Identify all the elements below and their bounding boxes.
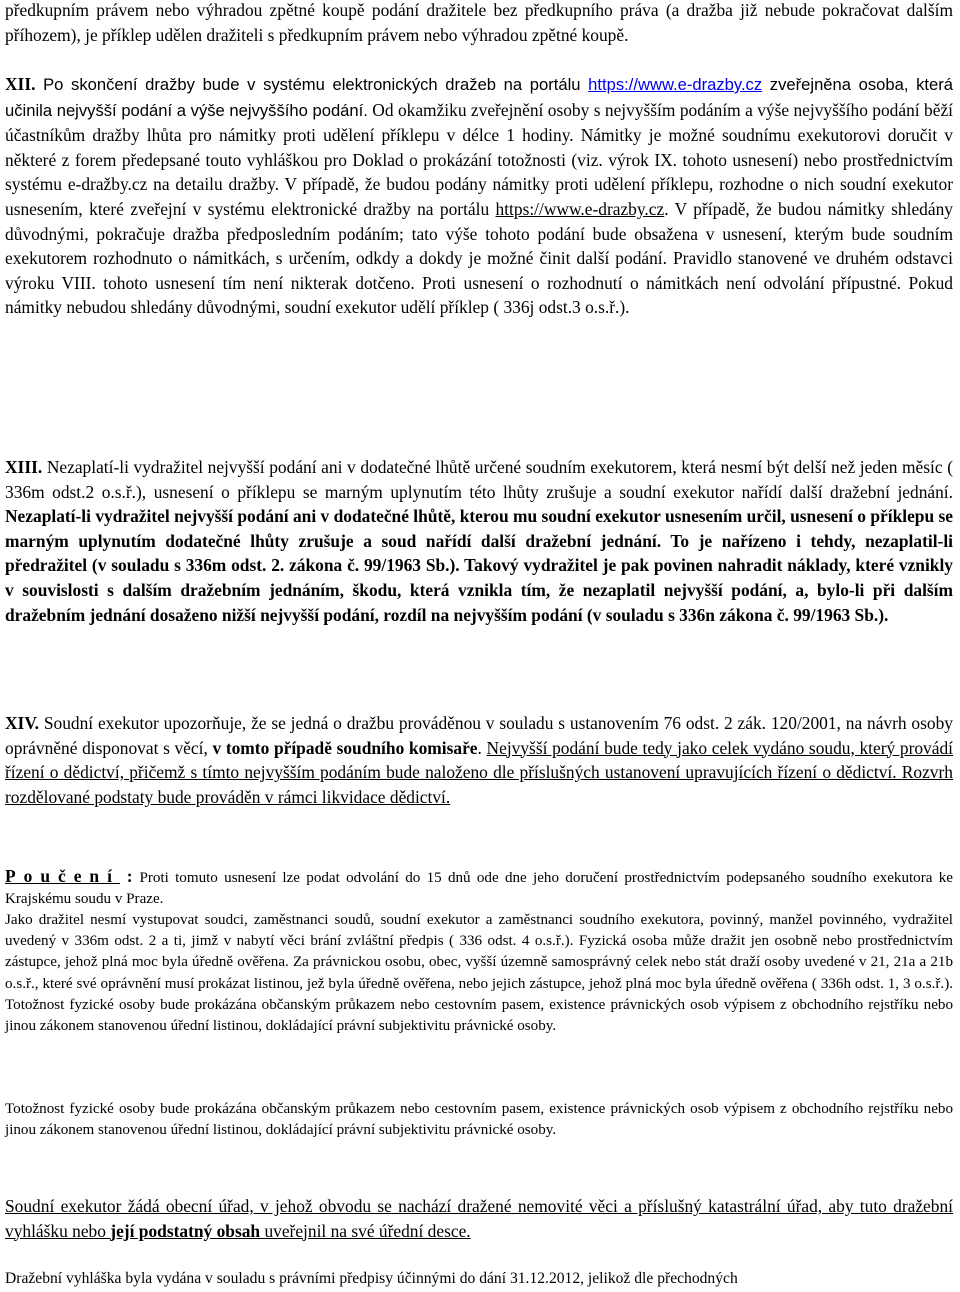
section-xii-text-3: Od okamžiku zveřejnění osoby s nejvyšším podáním a výše nejvyššího podání běží účastníkům dražby lhůta pro námitky proti udělení příklepu v délce 1 hodiny. Námitky je možné soudnímu exekutorovi doručit v některé z forem předepsané touto vyhláškou pro Doklad o prokázání totožnosti (viz. výrok IX. tohoto usnesení) nebo prostřednictvím systému e-dražby.cz na detailu dražby. V případě, že budou podány námitky proti udělení příklepu, rozhodne o nich soudní exekutor usnesením, které zveřejní v systému elektronické dražby na portálu <box>5 99 953 219</box>
section-xiv <box>5 711 953 809</box>
section-xiii-text-1: Nezaplatí-li vydražitel nejvyšší podání ani v dodatečné lhůtě určené soudním exekutorem, která nesmí být delší než jeden měsíc ( 336m odst.2 o.s.ř.), usnesení o příklepu se marným uplynutím této lhůty zrušuje a soudní exekutor nařídí další dražební jednání. <box>5 457 953 502</box>
footer-note <box>5 1268 960 1289</box>
section-xiv-text-1: Soudní exekutor upozorňuje, že se jedná o dražbu prováděnou v souladu s ustanovením 76 odst. 2 zák. 120/2001, na návrh osoby oprávněné disponovat s věcí, <box>5 713 953 758</box>
pouceni-colon: : <box>119 866 140 886</box>
section-xii-text-2: zveřejněna osoba, která učinila nejvyšší podání a výše nejvyššího podání. <box>5 75 953 120</box>
portal-link-2[interactable]: https://www.e-drazby.cz <box>495 198 665 219</box>
pouceni-block <box>5 864 953 910</box>
section-xiv-number: XIV. <box>5 713 39 733</box>
pouceni-text-1: Proti tomuto usnesení lze podat odvolání do 15 dnů ode dne jeho doručení prostřednictvím podepsaného soudního exekutora ke Krajskému soudu v Praze. <box>5 870 953 908</box>
portal-link[interactable]: https://www.e-drazby.cz <box>588 75 763 94</box>
final-request-text-2: uveřejnil na své úřední desce. <box>260 1220 471 1241</box>
section-xii-text-1: Po skončení dražby bude v systému elektronických dražeb na portálu <box>35 75 589 94</box>
section-xiv-text-2: . <box>477 737 482 758</box>
final-request-bold: její podstatný obsah <box>110 1220 261 1241</box>
section-xii <box>5 72 953 320</box>
pouceni-label: Poučení <box>5 866 120 886</box>
final-request <box>5 1194 953 1243</box>
paragraph-continuation-text: předkupním právem nebo výhradou zpětné koupě podání dražitele bez předkupního práva (a dražba již nebude pokračovat dalším příhozem), je příklep udělen dražiteli s předkupním právem nebo výhradou zpětné koupě. <box>5 0 953 45</box>
section-xiv-underlined-text: Nejvyšší podání bude tedy jako celek vydáno soudu, který provádí řízení o dědictví, přičemž s tímto nejvyšším podáním bude naloženo dle příslušných ustanovení upravujících řízení o dědictví. Rozvrh rozdělované podstaty bude prováděn v rámci likvidace dědictví. <box>5 737 953 807</box>
footer-note-text: Dražební vyhláška byla vydána v souladu s právními předpisy účinnými do dání 31.12.2012, jelikož dle přechodných <box>5 1270 738 1287</box>
section-xii-number: XII. <box>5 74 36 94</box>
section-xiv-bold-text: v tomto případě soudního komisaře <box>212 737 478 758</box>
pouceni-text-4: Totožnost fyzické osoby bude prokázána občanským průkazem nebo cestovním pasem, existence právnických osob výpisem z obchodního rejstříku nebo jinou zákonem stanovenou úřední listinou, dokládající právní subjektivitu právnické osoby. <box>5 1101 953 1139</box>
pouceni-paragraph-3 <box>5 1099 953 1141</box>
final-request-text-1: Soudní exekutor žádá obecní úřad, v jehož obvodu se nachází dražené nemovité věci a příslušný katastrální úřad, aby tuto dražební vyhlášku nebo <box>5 1196 953 1241</box>
section-xiii-number: XIII. <box>5 457 43 477</box>
pouceni-paragraph-2 <box>5 910 953 1037</box>
section-xii-text-4: . V případě, že budou námitky shledány důvodnými, pokračuje dražba předposledním podáním; tato výše tohoto podání bude obsažena v usnesení, kterým bude soudním exekutorem rozhodnuto o námitkách, s určením, odkdy a dokdy je možné činit další podání. Pravidlo stanovené ve druhém odstavci výroku VIII. tohoto usnesení tím není nikterak dotčeno. Proti usnesení o rozhodnutí o námitkách není odvolání přípustné. Pokud námitky nebudou shledány důvodnými, soudní exekutor udělí příklep ( 336j odst.3 o.s.ř.). <box>5 198 953 318</box>
section-xiii <box>5 455 953 627</box>
section-xiii-bold-text: Nezaplatí-li vydražitel nejvyšší podání ani v dodatečné lhůtě, kterou mu soudní exekutor usnesením určil, usnesení o příklepu se marným uplynutím dodatečné lhůty zrušuje a soud nařídí další dražební jednání. To je nařízeno i tehdy, nezaplatil-li předražitel (v souladu s 336m odst. 2. zákona č. 99/1963 Sb.). Takový vydražitel je pak povinen nahradit náklady, které vznikly v souvislosti s dalším dražebním jednáním, škodu, která vznikla tím, že nezaplatil nejvyšší podání, a, bylo-li při dalším dražebním jednání dosaženo nižší nejvyšší podání, rozdíl na nejvyšším podání (v souladu s 336n zákona č. 99/1963 Sb.). <box>5 506 953 625</box>
pouceni-text-3: Fyzická osoba může dražit jen osobně nebo prostřednictvím zástupce, jehož plná moc byla úředně ověřena. Za právnickou osobu, obec, vyšší územně samosprávný celek nebo stát draží osoby uvedené v 21, 21a a 21b o.s.ř., které své oprávnění musí prokázat listinou, jež byla úředně ověřena, nebo jejich zástupce, jehož plná moc byla úředně ověřena ( 336h odst. 1, 3 o.s.ř.). Totožnost fyzické osoby bude prokázána občanským průkazem nebo cestovním pasem, existence právnických osob výpisem z obchodního rejstříku nebo jinou zákonem stanovenou úřední listinou, dokládající právní subjektivitu právnické osoby. <box>5 933 953 1035</box>
pouceni-text-2: Jako dražitel nesmí vystupovat soudci, zaměstnanci soudů, soudní exekutor a zaměstnanci soudního exekutora, povinný, manžel povinného, vydražitel uvedený v 336m odst. 2 a ti, jimž v nabytí věci brání zvláštní předpis ( 336 odst. 4 o.s.ř.). <box>5 912 953 950</box>
paragraph-continuation <box>5 0 953 47</box>
